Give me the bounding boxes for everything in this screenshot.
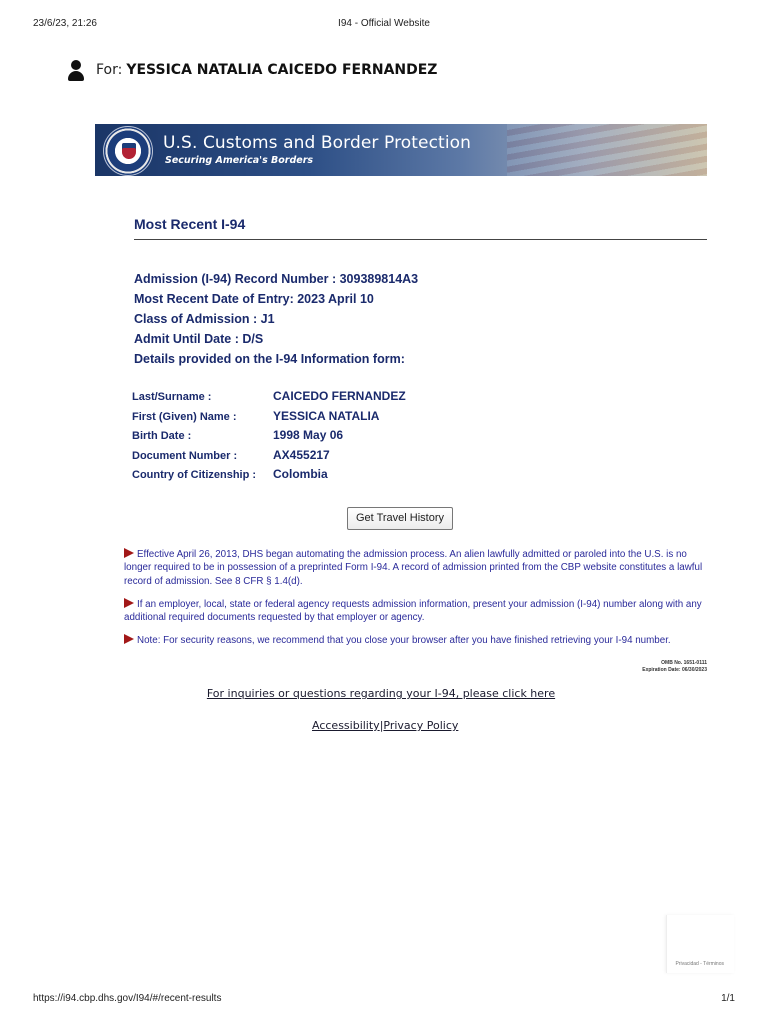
footer-links [312, 716, 458, 734]
detail-value: YESSICA NATALIA [273, 408, 380, 423]
detail-value: Colombia [273, 467, 328, 481]
inquiry-link[interactable]: For inquiries or questions regarding your I-94, please click here [206, 687, 556, 700]
detail-value: AX455217 [273, 447, 330, 462]
details-intro: Details provided on the I-94 Information form: [134, 352, 405, 366]
notice-text: Note: For security reasons, we recommend that you close your browser after you have finished retrieving your I-94 number. [137, 635, 671, 647]
admission-summary [134, 270, 418, 370]
user-line [68, 58, 437, 82]
omb-expiration: Expiration Date: 06/30/2023 [642, 667, 707, 673]
cbp-banner [95, 124, 707, 176]
print-datetime: 23/6/23, 21:26 [33, 18, 97, 29]
privacy-policy-link[interactable]: Privacy Policy [383, 719, 459, 732]
flag-decoration [507, 124, 707, 176]
dhs-seal-logo [103, 126, 153, 176]
detail-label: Last/Surname : [132, 391, 212, 403]
notice-item [124, 548, 708, 588]
record-number: Admission (I-94) Record Number : 309389814A3 [134, 272, 419, 286]
print-footer [33, 993, 735, 1007]
notice-item [124, 634, 708, 647]
link-separator: | [379, 719, 384, 732]
omb-number: OMB No. 1651-0111 [661, 660, 707, 666]
page-url: https://i94.cbp.dhs.gov/I94/#/recent-results [33, 993, 222, 1004]
page-number: 1/1 [721, 993, 735, 1004]
agency-tagline: Securing America's Borders [165, 155, 314, 166]
notice-text: If an employer, local, state or federal agency requests admission information, present your admission (I-94) number along with any additional required documents requested by that employer or agency. [124, 598, 702, 624]
agency-name: U.S. Customs and Border Protection [163, 133, 472, 153]
arrow-right-icon [124, 634, 134, 644]
omb-info [642, 660, 707, 674]
detail-value: 1998 May 06 [273, 428, 344, 442]
detail-label: Country of Citizenship : [132, 469, 257, 481]
class-of-admission: Class of Admission : J1 [134, 312, 275, 326]
recaptcha-terms[interactable]: Privacidad - Términos [675, 961, 724, 967]
detail-label: Document Number : [132, 449, 238, 462]
arrow-right-icon [124, 598, 134, 608]
admit-until-date: Admit Until Date : D/S [134, 332, 264, 346]
detail-label: Birth Date : [132, 430, 192, 442]
print-page-title: I94 - Official Website [338, 18, 430, 29]
inquiry-line [0, 684, 762, 702]
section-divider [134, 239, 707, 240]
traveler-name: YESSICA NATALIA CAICEDO FERNANDEZ [126, 62, 438, 78]
get-travel-history-button[interactable]: Get Travel History [347, 507, 453, 530]
user-icon [68, 60, 84, 81]
notice-list [124, 548, 708, 658]
recaptcha-badge[interactable] [666, 915, 734, 973]
accessibility-link[interactable]: Accessibility [312, 719, 380, 732]
print-header [33, 18, 735, 32]
section-title: Most Recent I-94 [134, 216, 246, 232]
date-of-entry: Most Recent Date of Entry: 2023 April 10 [134, 292, 374, 306]
for-label: For: [96, 62, 123, 78]
detail-value: CAICEDO FERNANDEZ [273, 389, 406, 403]
notice-text: Effective April 26, 2013, DHS began automating the admission process. An alien lawfully admitted or paroled into the U.S. is no longer required to be in possession of a preprinted Form I-94. A record of admission printed from the CBP website constitutes a lawful record of admission. See 8 CFR § 1.4(d). [124, 549, 703, 587]
detail-label: First (Given) Name : [132, 410, 237, 423]
arrow-right-icon [124, 548, 134, 558]
notice-item [124, 598, 708, 625]
